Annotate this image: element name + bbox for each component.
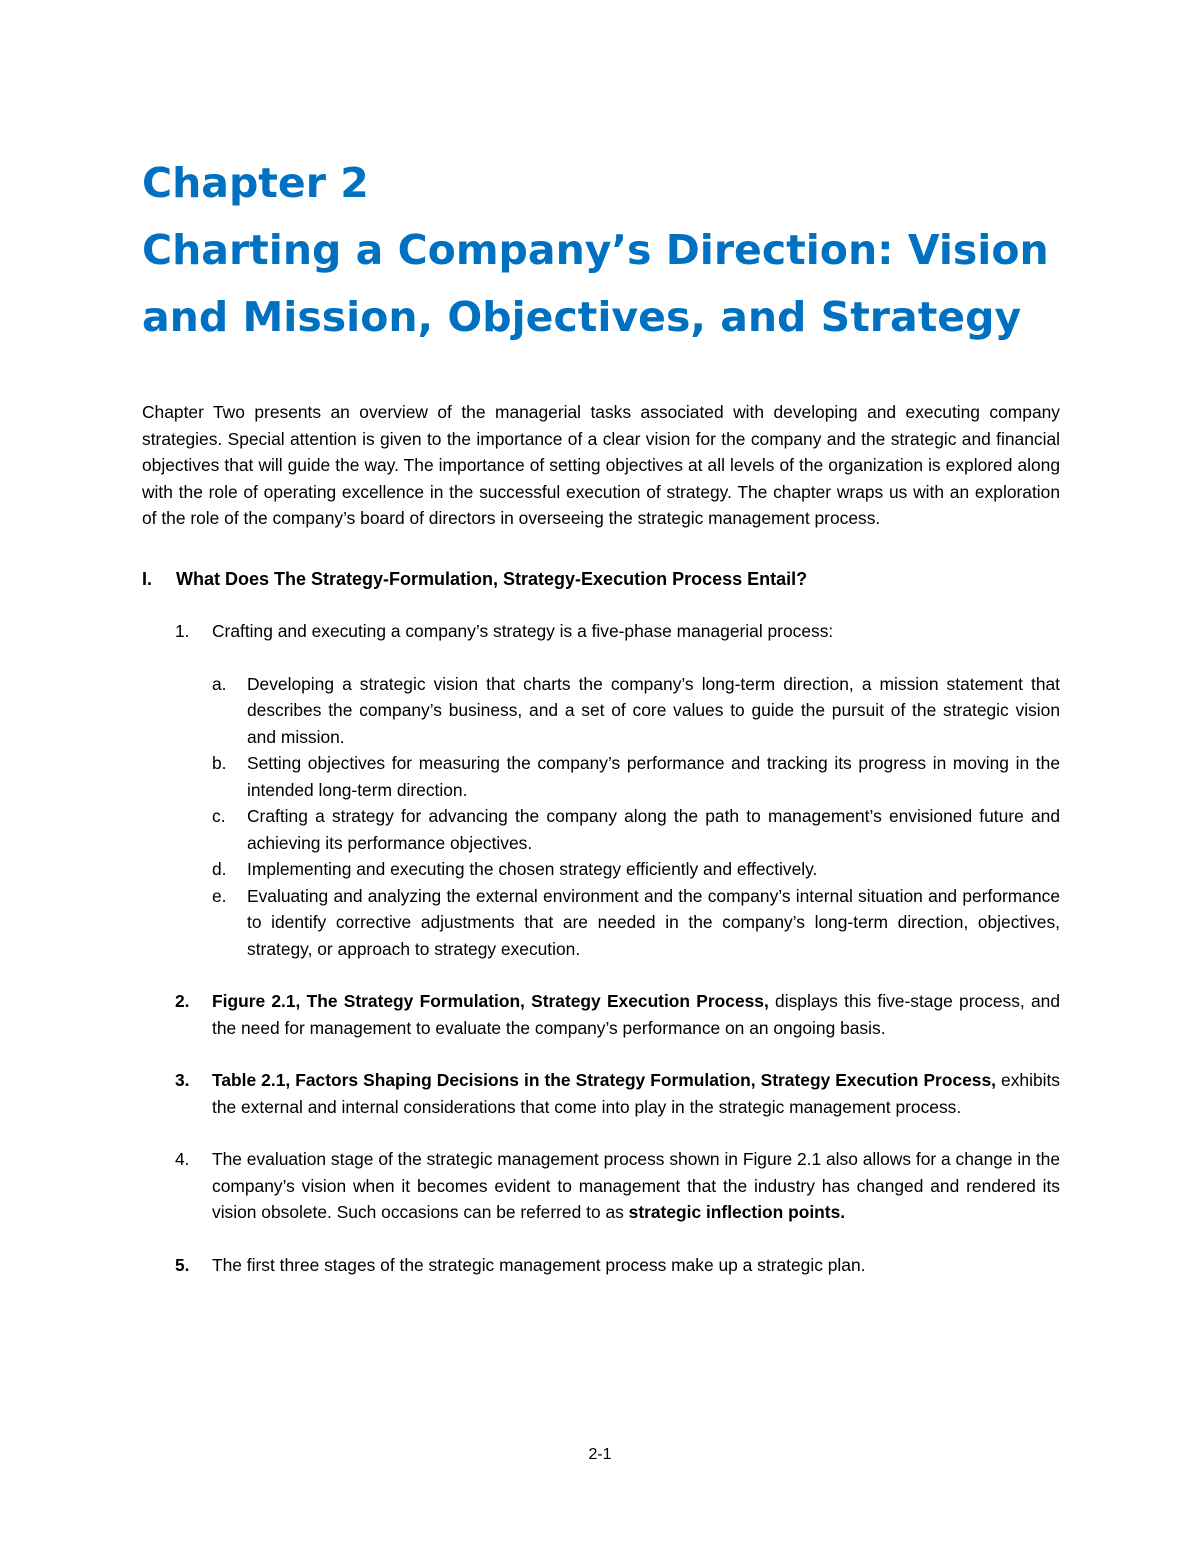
sub-item-letter: b. (212, 753, 227, 773)
list-item-5 (142, 1252, 1060, 1279)
list-item-text: exhibits the external and internal considerations that come into play in the strategic management process. (212, 1070, 1061, 1117)
list-item-2 (142, 988, 1060, 1041)
sub-item-letter: c. (212, 806, 226, 826)
list-item-number: 5. (175, 1254, 190, 1275)
page-number: 2-1 (588, 1446, 612, 1463)
sub-item-letter: e. (212, 885, 227, 906)
chapter-title-line-1: Charting a Company’s Direction: Vision (142, 226, 1049, 274)
list-item-text: The evaluation stage of the strategic management process shown in Figure 2.1 also allows for a change in the company’s vision when it becomes evident to management that the industry has changed and rendered its vision obsolete. Such occasions can be referred to as (212, 1149, 1060, 1222)
sub-item-e (142, 883, 1060, 963)
chapter-intro-paragraph: Chapter Two presents an overview of the managerial tasks associated with developing and executing company strategies. Special attention is given to the importance of a clear vision for the company and the strategic and financial objectives that will guide the way. The importance of setting objectives at all levels of the organization is explored along with the role of operating excellence in the successful execution of strategy. The chapter wraps us with an exploration of the role of the company’s board of directors in overseeing the strategic management process. (142, 402, 1060, 528)
section-numeral: I. (142, 568, 153, 589)
sub-item-text: Developing a strategic vision that charts the company’s long-term direction, a mission statement that describes the company’s business, and a set of core values to guide the pursuit of the strategic vision and mission. (247, 673, 1060, 747)
sub-item-text: Crafting a strategy for advancing the company along the path to management’s envisioned future and achieving its performance objectives. (247, 806, 1060, 853)
key-term: strategic inflection points (628, 1202, 841, 1222)
list-item-end: . (840, 1202, 846, 1222)
sub-item-letter: a. (212, 673, 227, 694)
chapter-title-line-2: and Mission, Objectives, and Strategy (142, 293, 1022, 341)
sub-item-c (142, 803, 1060, 856)
list-item-body (212, 1067, 1060, 1120)
table-reference: Table 2.1, Factors Shaping Decisions in the Strategy Formulation, Strategy Execution Process, (212, 1070, 996, 1090)
list-item-text: Crafting and executing a company’s strategy is a five-phase managerial process: (212, 621, 834, 641)
list-item-text: displays this five-stage process, and the need for management to evaluate the company’s performance on an ongoing basis. (212, 991, 1061, 1038)
sub-item-text: Implementing and executing the chosen strategy efficiently and effectively. (247, 859, 818, 879)
list-item-1 (142, 618, 1060, 645)
list-item-number: 2. (175, 991, 190, 1011)
sub-list (142, 671, 1060, 963)
sub-item-letter: d. (212, 859, 227, 879)
sub-item-text: Setting objectives for measuring the company’s performance and tracking its progress in moving in the intended long-term direction. (247, 753, 1060, 800)
section-heading-text: What Does The Strategy-Formulation, Strategy-Execution Process Entail? (176, 568, 808, 589)
list-item-number: 3. (175, 1070, 190, 1090)
sub-item-text: Evaluating and analyzing the external environment and the company’s internal situation and performance to identify corrective adjustments that are needed in the company’s long-term direction, objectives, strategy, or approach to strategy execution. (247, 885, 1060, 959)
section-heading (142, 566, 1060, 593)
list-item-body (212, 988, 1060, 1041)
sub-item-d (142, 856, 1060, 883)
list-item-4 (142, 1146, 1060, 1226)
sub-item-a (142, 671, 1060, 751)
list-item-number: 1. (175, 621, 190, 641)
list-item-3 (142, 1067, 1060, 1120)
sub-item-b (142, 750, 1060, 803)
figure-reference: Figure 2.1, The Strategy Formulation, Strategy Execution Process, (212, 991, 769, 1011)
list-item-number: 4. (175, 1149, 190, 1169)
chapter-number: Chapter 2 (142, 159, 369, 207)
list-item-body (212, 1146, 1060, 1226)
document-page (142, 150, 1060, 1278)
list-item-text: The first three stages of the strategic management process make up a strategic plan. (212, 1254, 866, 1275)
